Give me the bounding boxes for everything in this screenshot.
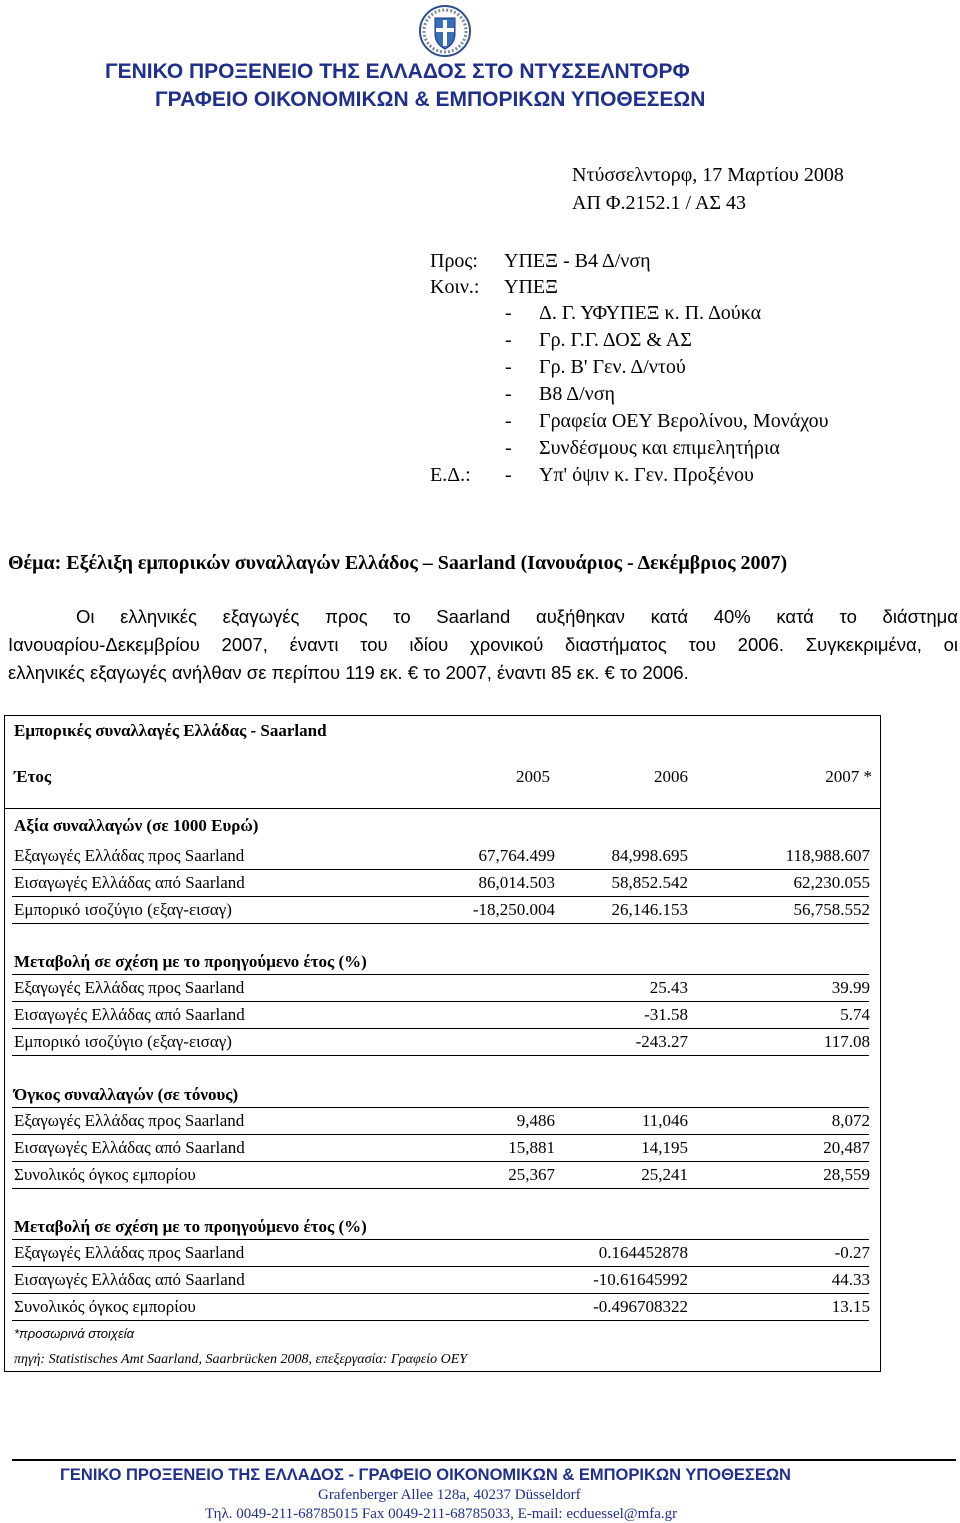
- table-cell: 11,046: [641, 1111, 688, 1130]
- document-date: Ντύσσελντορφ, 17 Μαρτίου 2008: [572, 164, 844, 186]
- footer-address: Grafenberger Allee 128a, 40237 Düsseldorf: [318, 1487, 581, 1503]
- row-divider: [12, 1188, 869, 1189]
- row-divider: [12, 974, 869, 975]
- cc-item-text: Γρ. Β' Γεν. Δ/ντού: [539, 356, 686, 378]
- year-2007: 2007 *: [825, 767, 872, 786]
- ed-dash: -: [505, 464, 512, 486]
- subject-line: Θέμα: Εξέλιξη εμπορικών συναλλαγών Ελλάδος – Saarland (Ιανουάριος - Δεκέμβριος 2007): [8, 552, 788, 574]
- row-divider: [12, 869, 869, 870]
- table-cell: 25,367: [508, 1165, 555, 1184]
- cc-item-text: Συνδέσμους και επιμελητήρια: [539, 437, 780, 459]
- table-row-label: Εξαγωγές Ελλάδας προς Saarland: [14, 978, 245, 997]
- source-note: πηγή: Statistisches Amt Saarland, Saarbrücken 2008, επεξεργασία: Γραφείο ΟΕΥ: [14, 1352, 468, 1367]
- table-cell: 20,487: [823, 1138, 870, 1157]
- table-cell: 28,559: [823, 1165, 870, 1184]
- row-divider: [12, 1001, 869, 1002]
- table-row-label: Εμπορικό ισοζύγιο (εξαγ-εισαγ): [14, 900, 232, 919]
- table-cell: -243.27: [635, 1032, 688, 1051]
- table-cell: 67,764.499: [478, 846, 555, 865]
- table-cell: 44.33: [831, 1270, 870, 1289]
- cc-item: -: [505, 383, 512, 405]
- row-divider: [12, 1293, 869, 1294]
- row-divider: [12, 923, 869, 924]
- table-cell: -10.61645992: [593, 1270, 688, 1289]
- header-subtitle: ΓΡΑΦΕΙΟ ΟΙΚΟΝΟΜΙΚΩΝ & ΕΜΠΟΡΙΚΩΝ ΥΠΟΘΕΣΕΩΝ: [155, 88, 706, 111]
- table-cell: 117.08: [823, 1032, 870, 1051]
- cc-item-text: Γραφεία ΟΕΥ Βερολίνου, Μονάχου: [539, 410, 829, 432]
- table-row-label: Εξαγωγές Ελλάδας προς Saarland: [14, 1243, 245, 1262]
- table-cell: -18,250.004: [472, 900, 555, 919]
- row-divider: [12, 1161, 869, 1162]
- table-row-label: Συνολικός όγκος εμπορίου: [14, 1297, 196, 1316]
- cc-item-text: Β8 Δ/νση: [539, 383, 615, 405]
- table-cell: 25,241: [641, 1165, 688, 1184]
- table-cell: 86,014.503: [478, 873, 555, 892]
- footer-contact: Τηλ. 0049-211-68785015 Fax 0049-211-68785033, E-mail: ecduessel@mfa.gr: [205, 1506, 678, 1522]
- greek-emblem-icon: [418, 4, 472, 58]
- row-divider: [12, 1028, 869, 1029]
- cc-item-text: Γρ. Γ.Γ. ΔΟΣ & ΑΣ: [539, 329, 692, 351]
- table-cell: 13.15: [831, 1297, 870, 1316]
- body-line: ελληνικές εξαγωγές ανήλθαν σε περίπου 119 εκ. € το 2007, έναντι 85 εκ. € το 2006.: [8, 662, 689, 683]
- to-label: Προς:: [430, 250, 478, 272]
- cc-item-text: Δ. Γ. ΥΦΥΠΕΞ κ. Π. Δούκα: [539, 302, 762, 324]
- table-cell: 62,230.055: [793, 873, 870, 892]
- row-divider: [12, 1107, 869, 1108]
- table-row-label: Συνολικός όγκος εμπορίου: [14, 1165, 196, 1184]
- ed-label: Ε.Δ.:: [430, 464, 471, 486]
- table-cell: -31.58: [644, 1005, 688, 1024]
- section-heading: Όγκος συναλλαγών (σε τόνους): [14, 1085, 239, 1104]
- body-line: Οι ελληνικές εξαγωγές προς το Saarland αυξήθηκαν κατά 40% κατά το διάστημα: [76, 606, 958, 627]
- cc-item: -: [505, 356, 512, 378]
- table-row-label: Εισαγωγές Ελλάδας από Saarland: [14, 1270, 245, 1289]
- document-reference: ΑΠ Φ.2152.1 / ΑΣ 43: [572, 192, 747, 214]
- table-cell: 15,881: [508, 1138, 555, 1157]
- year-2006: 2006: [654, 767, 688, 786]
- table-row-label: Εξαγωγές Ελλάδας προς Saarland: [14, 1111, 245, 1130]
- table-cell: 9,486: [516, 1111, 555, 1130]
- table-row-label: Εισαγωγές Ελλάδας από Saarland: [14, 1005, 245, 1024]
- table-cell: 56,758.552: [793, 900, 870, 919]
- table-cell: 84,998.695: [611, 846, 688, 865]
- section-heading: Μεταβολή σε σχέση με το προηγούμενο έτος (%): [14, 1217, 367, 1236]
- row-divider: [12, 896, 869, 897]
- table-row-label: Εισαγωγές Ελλάδας από Saarland: [14, 873, 245, 892]
- section-heading: Μεταβολή σε σχέση με το προηγούμενο έτος (%): [14, 952, 367, 971]
- table-cell: 5.74: [840, 1005, 870, 1024]
- table-row-label: Εισαγωγές Ελλάδας από Saarland: [14, 1138, 245, 1157]
- footer-divider: [12, 1459, 956, 1461]
- table-row-label: Εμπορικό ισοζύγιο (εξαγ-εισαγ): [14, 1032, 232, 1051]
- header-title: ΓΕΝΙΚΟ ΠΡΟΞΕΝΕΙΟ ΤΗΣ ΕΛΛΑΔΟΣ ΣΤΟ ΝΤΥΣΣΕΛΝΤΟΡΦ: [105, 60, 690, 83]
- row-divider: [12, 1055, 869, 1056]
- cc-item: -: [505, 410, 512, 432]
- table-cell: 25.43: [649, 978, 688, 997]
- cc-value: ΥΠΕΞ: [504, 276, 558, 298]
- table-title: Εμπορικές συναλλαγές Ελλάδας - Saarland: [14, 721, 327, 740]
- year-label: Έτος: [14, 767, 52, 786]
- table-row-label: Εξαγωγές Ελλάδας προς Saarland: [14, 846, 245, 865]
- table-cell: 0.164452878: [598, 1243, 688, 1262]
- row-divider: [12, 1266, 869, 1267]
- row-divider: [12, 1134, 869, 1135]
- footer-title: ΓΕΝΙΚΟ ΠΡΟΞΕΝΕΙΟ ΤΗΣ ΕΛΛΑΔΟΣ - ΓΡΑΦΕΙΟ ΟΙΚΟΝΟΜΙΚΩΝ & ΕΜΠΟΡΙΚΩΝ ΥΠΟΘΕΣΕΩΝ: [60, 1466, 791, 1484]
- provisional-note: *προσωρινά στοιχεία: [14, 1326, 135, 1341]
- table-cell: 8,072: [831, 1111, 870, 1130]
- section-heading: Αξία συναλλαγών (σε 1000 Ευρώ): [14, 816, 259, 835]
- table-cell: -0.496708322: [593, 1297, 688, 1316]
- cc-label: Κοιν.:: [430, 276, 480, 298]
- row-divider: [12, 1320, 869, 1321]
- table-cell: 58,852.542: [611, 873, 688, 892]
- body-paragraph: [8, 603, 958, 687]
- ed-value: Υπ' όψιν κ. Γεν. Προξένου: [539, 464, 754, 486]
- cc-item: -: [505, 302, 512, 324]
- cc-item: -: [505, 437, 512, 459]
- body-line: Ιανουαρίου-Δεκεμβρίου 2007, έναντι του ιδίου χρονικού διαστήματος του 2006. Συγκεκριμένα, οι: [8, 634, 958, 655]
- to-value: ΥΠΕΞ - Β4 Δ/νση: [504, 250, 651, 272]
- table-cell: 39.99: [831, 978, 870, 997]
- row-divider: [12, 1239, 869, 1240]
- table-cell: 118,988.607: [785, 846, 870, 865]
- table-cell: 26,146.153: [611, 900, 688, 919]
- year-2005: 2005: [516, 767, 550, 786]
- cc-item: -: [505, 329, 512, 351]
- table-cell: -0.27: [834, 1243, 870, 1262]
- table-cell: 14,195: [641, 1138, 688, 1157]
